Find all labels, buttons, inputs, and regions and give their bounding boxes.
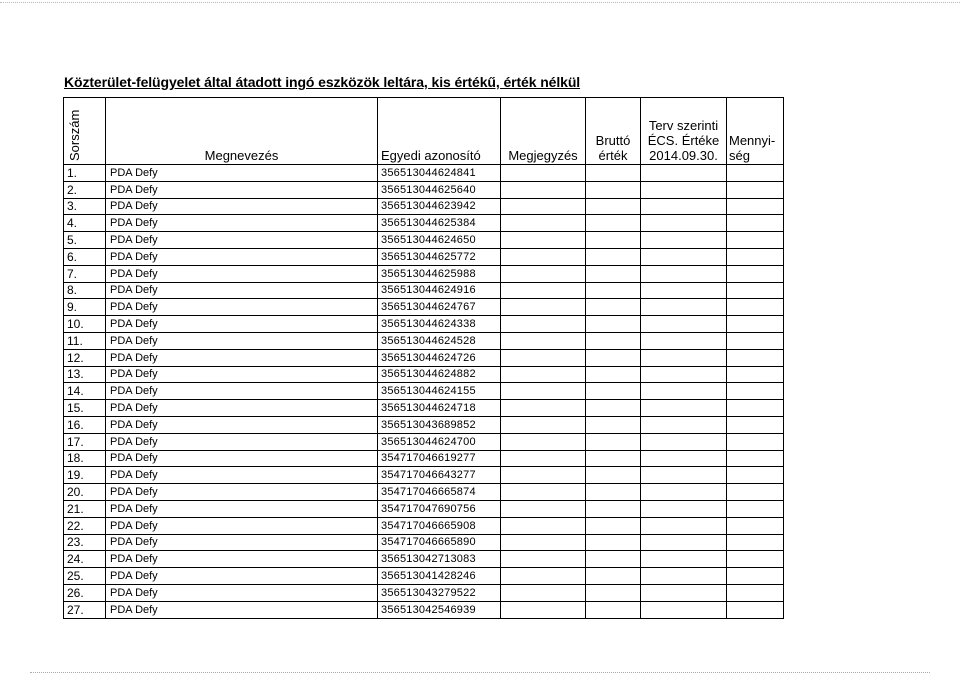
row-brutto bbox=[586, 551, 641, 568]
row-megjegyzes bbox=[501, 165, 586, 182]
row-megnevezes: PDA Defy bbox=[106, 232, 378, 249]
row-azonosito: 356513044625772 bbox=[378, 248, 501, 265]
inventory-table bbox=[63, 97, 784, 619]
row-azonosito: 356513044624767 bbox=[378, 299, 501, 316]
row-megjegyzes bbox=[501, 450, 586, 467]
row-azonosito: 354717046643277 bbox=[378, 467, 501, 484]
table-row bbox=[64, 282, 784, 299]
row-megjegyzes bbox=[501, 248, 586, 265]
row-azonosito: 356513044624650 bbox=[378, 232, 501, 249]
row-terv bbox=[641, 165, 727, 182]
table-row bbox=[64, 332, 784, 349]
table-row bbox=[64, 551, 784, 568]
row-brutto bbox=[586, 416, 641, 433]
row-megjegyzes bbox=[501, 198, 586, 215]
row-azonosito: 356513044624916 bbox=[378, 282, 501, 299]
row-number: 6. bbox=[64, 248, 106, 265]
row-megnevezes: PDA Defy bbox=[106, 601, 378, 618]
row-number: 24. bbox=[64, 551, 106, 568]
scan-edge-top bbox=[0, 2, 960, 3]
row-terv bbox=[641, 198, 727, 215]
row-brutto bbox=[586, 450, 641, 467]
row-megjegyzes bbox=[501, 551, 586, 568]
row-number: 17. bbox=[64, 433, 106, 450]
row-brutto bbox=[586, 601, 641, 618]
table-row bbox=[64, 534, 784, 551]
scan-edge-bottom bbox=[30, 672, 930, 673]
row-megnevezes: PDA Defy bbox=[106, 484, 378, 501]
row-mennyiseg bbox=[727, 181, 784, 198]
row-terv bbox=[641, 265, 727, 282]
row-mennyiseg bbox=[727, 299, 784, 316]
row-number: 8. bbox=[64, 282, 106, 299]
header-megnevezes: Megnevezés bbox=[106, 98, 378, 165]
row-terv bbox=[641, 450, 727, 467]
row-mennyiseg bbox=[727, 198, 784, 215]
row-mennyiseg bbox=[727, 165, 784, 182]
row-number: 23. bbox=[64, 534, 106, 551]
table-row bbox=[64, 349, 784, 366]
row-azonosito: 354717047690756 bbox=[378, 500, 501, 517]
row-terv bbox=[641, 282, 727, 299]
row-megjegyzes bbox=[501, 215, 586, 232]
row-terv bbox=[641, 316, 727, 333]
row-brutto bbox=[586, 248, 641, 265]
header-mennyiseg: Mennyi- ség bbox=[727, 98, 784, 165]
row-megjegyzes bbox=[501, 568, 586, 585]
row-number: 16. bbox=[64, 416, 106, 433]
row-megjegyzes bbox=[501, 484, 586, 501]
table-row bbox=[64, 299, 784, 316]
row-brutto bbox=[586, 433, 641, 450]
row-megnevezes: PDA Defy bbox=[106, 416, 378, 433]
row-azonosito: 354717046665908 bbox=[378, 517, 501, 534]
table-row bbox=[64, 450, 784, 467]
row-megjegyzes bbox=[501, 181, 586, 198]
row-terv bbox=[641, 484, 727, 501]
row-number: 15. bbox=[64, 400, 106, 417]
row-azonosito: 356513044624338 bbox=[378, 316, 501, 333]
row-terv bbox=[641, 433, 727, 450]
row-azonosito: 356513044624528 bbox=[378, 332, 501, 349]
row-megnevezes: PDA Defy bbox=[106, 568, 378, 585]
row-azonosito: 354717046619277 bbox=[378, 450, 501, 467]
row-megjegyzes bbox=[501, 584, 586, 601]
table-row bbox=[64, 366, 784, 383]
row-terv bbox=[641, 248, 727, 265]
row-megnevezes: PDA Defy bbox=[106, 198, 378, 215]
row-terv bbox=[641, 215, 727, 232]
row-terv bbox=[641, 517, 727, 534]
row-mennyiseg bbox=[727, 551, 784, 568]
table-row bbox=[64, 416, 784, 433]
row-mennyiseg bbox=[727, 568, 784, 585]
row-terv bbox=[641, 349, 727, 366]
row-brutto bbox=[586, 568, 641, 585]
row-mennyiseg bbox=[727, 232, 784, 249]
row-azonosito: 356513044624841 bbox=[378, 165, 501, 182]
row-terv bbox=[641, 601, 727, 618]
table-row bbox=[64, 181, 784, 198]
table-row bbox=[64, 316, 784, 333]
row-megnevezes: PDA Defy bbox=[106, 584, 378, 601]
row-terv bbox=[641, 232, 727, 249]
row-brutto bbox=[586, 181, 641, 198]
row-megjegyzes bbox=[501, 467, 586, 484]
row-megjegyzes bbox=[501, 400, 586, 417]
row-mennyiseg bbox=[727, 316, 784, 333]
row-mennyiseg bbox=[727, 332, 784, 349]
row-number: 14. bbox=[64, 383, 106, 400]
row-brutto bbox=[586, 332, 641, 349]
row-number: 9. bbox=[64, 299, 106, 316]
row-azonosito: 356513044623942 bbox=[378, 198, 501, 215]
row-azonosito: 356513044624726 bbox=[378, 349, 501, 366]
row-megnevezes: PDA Defy bbox=[106, 400, 378, 417]
row-megjegyzes bbox=[501, 366, 586, 383]
row-terv bbox=[641, 568, 727, 585]
row-mennyiseg bbox=[727, 349, 784, 366]
row-terv bbox=[641, 332, 727, 349]
row-number: 12. bbox=[64, 349, 106, 366]
row-terv bbox=[641, 500, 727, 517]
row-megnevezes: PDA Defy bbox=[106, 332, 378, 349]
row-megnevezes: PDA Defy bbox=[106, 248, 378, 265]
row-number: 21. bbox=[64, 500, 106, 517]
row-megnevezes: PDA Defy bbox=[106, 265, 378, 282]
row-megnevezes: PDA Defy bbox=[106, 534, 378, 551]
table-row bbox=[64, 500, 784, 517]
row-number: 3. bbox=[64, 198, 106, 215]
row-terv bbox=[641, 366, 727, 383]
row-number: 19. bbox=[64, 467, 106, 484]
row-brutto bbox=[586, 316, 641, 333]
row-brutto bbox=[586, 584, 641, 601]
row-mennyiseg bbox=[727, 584, 784, 601]
row-mennyiseg bbox=[727, 400, 784, 417]
row-azonosito: 356513044624882 bbox=[378, 366, 501, 383]
row-azonosito: 356513043279522 bbox=[378, 584, 501, 601]
row-megnevezes: PDA Defy bbox=[106, 551, 378, 568]
table-row bbox=[64, 165, 784, 182]
row-mennyiseg bbox=[727, 517, 784, 534]
table-row bbox=[64, 433, 784, 450]
row-number: 10. bbox=[64, 316, 106, 333]
row-azonosito: 356513043689852 bbox=[378, 416, 501, 433]
row-terv bbox=[641, 551, 727, 568]
row-megnevezes: PDA Defy bbox=[106, 349, 378, 366]
table-header-row bbox=[64, 98, 784, 165]
header-brutto: Bruttó érték bbox=[586, 98, 641, 165]
row-brutto bbox=[586, 517, 641, 534]
row-megjegyzes bbox=[501, 383, 586, 400]
table-body bbox=[64, 165, 784, 619]
row-brutto bbox=[586, 299, 641, 316]
row-azonosito: 356513044625640 bbox=[378, 181, 501, 198]
row-azonosito: 354717046665874 bbox=[378, 484, 501, 501]
row-brutto bbox=[586, 484, 641, 501]
row-megnevezes: PDA Defy bbox=[106, 467, 378, 484]
row-mennyiseg bbox=[727, 500, 784, 517]
row-megjegyzes bbox=[501, 316, 586, 333]
row-megnevezes: PDA Defy bbox=[106, 316, 378, 333]
row-mennyiseg bbox=[727, 416, 784, 433]
row-mennyiseg bbox=[727, 215, 784, 232]
row-terv bbox=[641, 383, 727, 400]
row-brutto bbox=[586, 282, 641, 299]
row-mennyiseg bbox=[727, 383, 784, 400]
row-brutto bbox=[586, 500, 641, 517]
row-brutto bbox=[586, 165, 641, 182]
row-number: 7. bbox=[64, 265, 106, 282]
row-mennyiseg bbox=[727, 366, 784, 383]
row-number: 1. bbox=[64, 165, 106, 182]
row-number: 5. bbox=[64, 232, 106, 249]
row-megjegyzes bbox=[501, 332, 586, 349]
row-megnevezes: PDA Defy bbox=[106, 500, 378, 517]
table-row bbox=[64, 215, 784, 232]
row-terv bbox=[641, 299, 727, 316]
row-azonosito: 356513042713083 bbox=[378, 551, 501, 568]
row-megnevezes: PDA Defy bbox=[106, 517, 378, 534]
row-number: 26. bbox=[64, 584, 106, 601]
row-mennyiseg bbox=[727, 601, 784, 618]
row-number: 22. bbox=[64, 517, 106, 534]
row-brutto bbox=[586, 400, 641, 417]
row-azonosito: 356513044624155 bbox=[378, 383, 501, 400]
row-terv bbox=[641, 400, 727, 417]
row-number: 11. bbox=[64, 332, 106, 349]
row-azonosito: 356513044625384 bbox=[378, 215, 501, 232]
row-megjegyzes bbox=[501, 601, 586, 618]
row-brutto bbox=[586, 366, 641, 383]
row-number: 27. bbox=[64, 601, 106, 618]
row-megjegyzes bbox=[501, 416, 586, 433]
row-brutto bbox=[586, 383, 641, 400]
table-row bbox=[64, 265, 784, 282]
row-mennyiseg bbox=[727, 467, 784, 484]
row-azonosito: 354717046665890 bbox=[378, 534, 501, 551]
row-terv bbox=[641, 467, 727, 484]
row-megnevezes: PDA Defy bbox=[106, 282, 378, 299]
row-terv bbox=[641, 181, 727, 198]
row-azonosito: 356513044624700 bbox=[378, 433, 501, 450]
header-azonosito: Egyedi azonosító bbox=[378, 98, 501, 165]
row-number: 2. bbox=[64, 181, 106, 198]
row-megnevezes: PDA Defy bbox=[106, 383, 378, 400]
row-azonosito: 356513042546939 bbox=[378, 601, 501, 618]
row-azonosito: 356513044625988 bbox=[378, 265, 501, 282]
row-number: 25. bbox=[64, 568, 106, 585]
row-megnevezes: PDA Defy bbox=[106, 299, 378, 316]
row-megjegyzes bbox=[501, 299, 586, 316]
table-row bbox=[64, 517, 784, 534]
row-azonosito: 356513044624718 bbox=[378, 400, 501, 417]
row-megjegyzes bbox=[501, 349, 586, 366]
row-mennyiseg bbox=[727, 484, 784, 501]
row-brutto bbox=[586, 232, 641, 249]
table-row bbox=[64, 383, 784, 400]
row-mennyiseg bbox=[727, 450, 784, 467]
row-terv bbox=[641, 416, 727, 433]
row-mennyiseg bbox=[727, 534, 784, 551]
row-mennyiseg bbox=[727, 282, 784, 299]
row-megjegyzes bbox=[501, 517, 586, 534]
header-terv-szerinti: Terv szerinti ÉCS. Értéke 2014.09.30. bbox=[641, 98, 727, 165]
row-azonosito: 356513041428246 bbox=[378, 568, 501, 585]
table-row bbox=[64, 248, 784, 265]
row-number: 13. bbox=[64, 366, 106, 383]
row-mennyiseg bbox=[727, 248, 784, 265]
row-mennyiseg bbox=[727, 265, 784, 282]
row-megjegyzes bbox=[501, 232, 586, 249]
row-brutto bbox=[586, 265, 641, 282]
row-megnevezes: PDA Defy bbox=[106, 366, 378, 383]
table-row bbox=[64, 467, 784, 484]
row-megjegyzes bbox=[501, 282, 586, 299]
header-megjegyzes: Megjegyzés bbox=[501, 98, 586, 165]
table-row bbox=[64, 198, 784, 215]
row-megjegyzes bbox=[501, 500, 586, 517]
row-number: 4. bbox=[64, 215, 106, 232]
row-terv bbox=[641, 584, 727, 601]
row-megjegyzes bbox=[501, 265, 586, 282]
table-row bbox=[64, 568, 784, 585]
row-brutto bbox=[586, 534, 641, 551]
row-brutto bbox=[586, 467, 641, 484]
row-megnevezes: PDA Defy bbox=[106, 450, 378, 467]
row-megnevezes: PDA Defy bbox=[106, 433, 378, 450]
table-row bbox=[64, 232, 784, 249]
table-row bbox=[64, 484, 784, 501]
document-title: Közterület-felügyelet által átadott ingó eszközök leltára, kis értékű, érték nélkül bbox=[64, 74, 581, 90]
row-megjegyzes bbox=[501, 433, 586, 450]
row-brutto bbox=[586, 198, 641, 215]
row-number: 20. bbox=[64, 484, 106, 501]
row-brutto bbox=[586, 215, 641, 232]
row-mennyiseg bbox=[727, 433, 784, 450]
table-row bbox=[64, 400, 784, 417]
row-megnevezes: PDA Defy bbox=[106, 181, 378, 198]
row-megnevezes: PDA Defy bbox=[106, 215, 378, 232]
table-row bbox=[64, 601, 784, 618]
row-terv bbox=[641, 534, 727, 551]
header-sorszam: Sorszám bbox=[64, 98, 106, 165]
table-row bbox=[64, 584, 784, 601]
row-megnevezes: PDA Defy bbox=[106, 165, 378, 182]
row-brutto bbox=[586, 349, 641, 366]
row-megjegyzes bbox=[501, 534, 586, 551]
row-number: 18. bbox=[64, 450, 106, 467]
